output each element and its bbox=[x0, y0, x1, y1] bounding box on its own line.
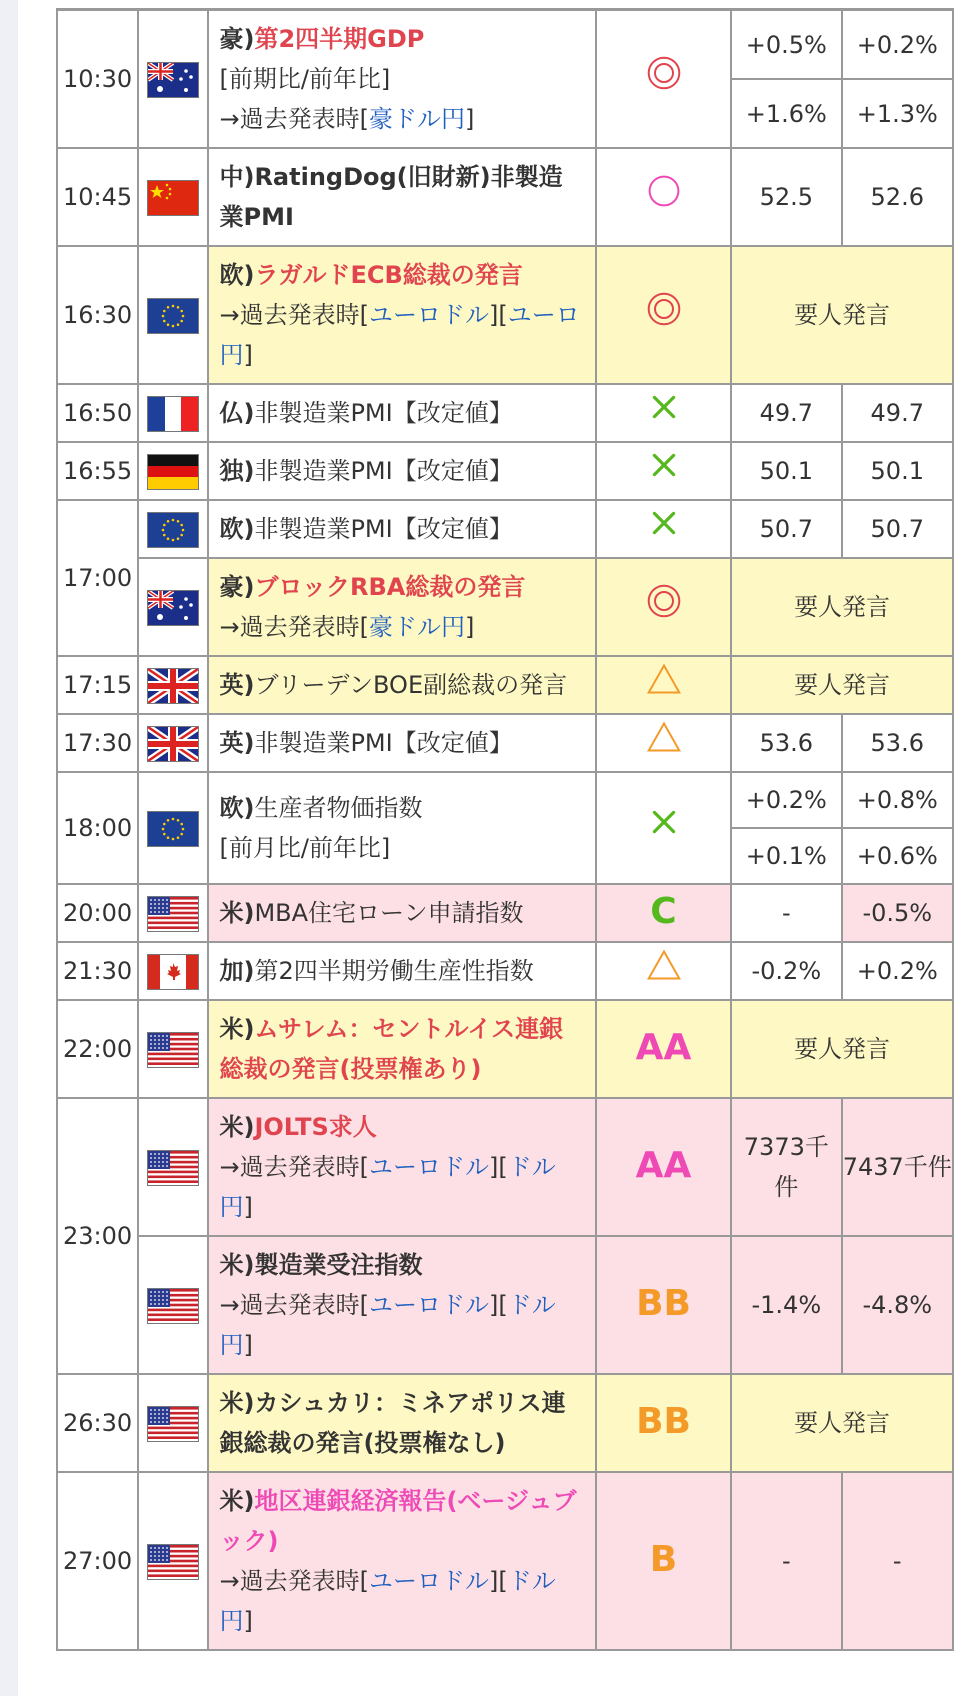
currency-pair-link[interactable]: ドル円 bbox=[219, 1153, 556, 1221]
previous-value: -0.5% bbox=[842, 884, 953, 942]
event-name-cell bbox=[208, 656, 595, 714]
event-name-cell bbox=[208, 558, 595, 656]
grade-aa-label: AA bbox=[635, 1026, 692, 1068]
event-row bbox=[57, 942, 953, 1000]
event-title: 非製造業PMI【改定値】 bbox=[254, 457, 513, 485]
country-flag-cell bbox=[138, 656, 208, 714]
flag-us-icon bbox=[147, 1544, 199, 1580]
event-time: 22:00 bbox=[57, 1000, 138, 1098]
calendar-page bbox=[18, 0, 964, 1696]
event-row bbox=[57, 884, 953, 942]
currency-pair-link[interactable]: ドル円 bbox=[219, 1567, 556, 1635]
previous-value: +0.8% bbox=[842, 772, 953, 828]
importance-cell bbox=[596, 1374, 731, 1472]
country-flag-cell bbox=[138, 500, 208, 558]
event-name-cell bbox=[208, 148, 595, 246]
flag-au-icon bbox=[147, 590, 199, 626]
country-code: 仏) bbox=[219, 399, 255, 427]
currency-pair-link[interactable]: 豪ドル円 bbox=[368, 613, 465, 641]
previous-value: 52.6 bbox=[842, 148, 953, 246]
event-name-cell bbox=[208, 1000, 595, 1098]
event-row bbox=[57, 714, 953, 772]
speech-label: 要人発言 bbox=[731, 246, 953, 384]
event-time: 16:55 bbox=[57, 442, 138, 500]
event-name-cell bbox=[208, 1472, 595, 1650]
grade-bb-label: BB bbox=[636, 1400, 691, 1442]
forecast-value: -0.2% bbox=[731, 942, 841, 1000]
currency-pair-link[interactable]: 豪ドル円 bbox=[368, 105, 465, 133]
grade-c-label: C bbox=[650, 890, 677, 932]
currency-pair-link[interactable]: ユーロドル bbox=[368, 1153, 489, 1181]
event-row bbox=[57, 246, 953, 384]
event-title: 製造業受注指数 bbox=[254, 1251, 423, 1279]
currency-pair-link[interactable]: ユーロ円 bbox=[219, 301, 580, 369]
flag-us-icon bbox=[147, 1406, 199, 1442]
previous-value: 50.7 bbox=[842, 500, 953, 558]
importance-cell bbox=[596, 148, 731, 246]
flag-eu-icon bbox=[147, 512, 199, 548]
triangle-importance-icon bbox=[646, 719, 682, 755]
country-flag-cell bbox=[138, 884, 208, 942]
previous-value: +0.2% bbox=[842, 942, 953, 1000]
importance-cell bbox=[596, 1098, 731, 1236]
event-row bbox=[57, 1236, 953, 1374]
flag-eu-icon bbox=[147, 811, 199, 847]
event-title: 非製造業PMI【改定値】 bbox=[254, 399, 513, 427]
previous-value: - bbox=[842, 1472, 953, 1650]
forecast-value: 53.6 bbox=[731, 714, 841, 772]
event-row bbox=[57, 384, 953, 442]
event-title: RatingDog(旧財新)非製造業PMI bbox=[219, 163, 563, 231]
country-code: 英) bbox=[219, 729, 255, 757]
country-code: 米) bbox=[219, 1389, 255, 1417]
country-flag-cell bbox=[138, 1236, 208, 1374]
grade-aa-label: AA bbox=[635, 1144, 692, 1186]
importance-cell bbox=[596, 1000, 731, 1098]
past-release-links: →過去発表時[ユーロドル][ユーロ円] bbox=[219, 301, 580, 369]
forecast-value: 50.1 bbox=[731, 442, 841, 500]
currency-pair-link[interactable]: ユーロドル bbox=[368, 301, 489, 329]
flag-cn-icon bbox=[147, 180, 199, 216]
importance-cell bbox=[596, 1472, 731, 1650]
speech-label: 要人発言 bbox=[731, 656, 953, 714]
event-time: 26:30 bbox=[57, 1374, 138, 1472]
event-title: JOLTS求人 bbox=[254, 1113, 377, 1141]
importance-cell bbox=[596, 714, 731, 772]
cross-importance-icon bbox=[648, 806, 680, 838]
circle-importance-icon bbox=[646, 173, 682, 209]
event-name-cell bbox=[208, 1374, 595, 1472]
forecast-value: +0.1% bbox=[731, 828, 841, 884]
country-code: 豪) bbox=[219, 573, 255, 601]
country-code: 欧) bbox=[219, 794, 255, 822]
event-row bbox=[57, 772, 953, 828]
flag-gb-icon bbox=[147, 726, 199, 762]
country-flag-cell bbox=[138, 246, 208, 384]
country-code: 欧) bbox=[219, 515, 255, 543]
double-circle-importance-icon bbox=[646, 291, 682, 327]
event-time: 23:00 bbox=[57, 1098, 138, 1374]
event-time: 20:00 bbox=[57, 884, 138, 942]
economic-calendar-table bbox=[56, 8, 954, 1651]
flag-us-icon bbox=[147, 1288, 199, 1324]
cross-importance-icon bbox=[648, 449, 680, 481]
flag-gb-icon bbox=[147, 668, 199, 704]
speech-label: 要人発言 bbox=[731, 1374, 953, 1472]
flag-us-icon bbox=[147, 896, 199, 932]
country-code: 米) bbox=[219, 1113, 255, 1141]
past-release-links: →過去発表時[ユーロドル][ドル円] bbox=[219, 1153, 556, 1221]
previous-value: -4.8% bbox=[842, 1236, 953, 1374]
previous-value: 50.1 bbox=[842, 442, 953, 500]
triangle-importance-icon bbox=[646, 947, 682, 983]
flag-us-icon bbox=[147, 1150, 199, 1186]
forecast-value: +1.6% bbox=[731, 79, 841, 148]
event-row bbox=[57, 1374, 953, 1472]
flag-de-icon bbox=[147, 454, 199, 490]
event-title: 地区連銀経済報告(ベージュブック) bbox=[219, 1487, 577, 1555]
event-name-cell bbox=[208, 246, 595, 384]
importance-cell bbox=[596, 656, 731, 714]
importance-cell bbox=[596, 884, 731, 942]
event-row bbox=[57, 656, 953, 714]
importance-cell bbox=[596, 10, 731, 149]
country-flag-cell bbox=[138, 384, 208, 442]
country-code: 中) bbox=[219, 163, 255, 191]
importance-cell bbox=[596, 772, 731, 884]
event-title: ラガルドECB総裁の発言 bbox=[254, 261, 523, 289]
event-row bbox=[57, 442, 953, 500]
country-code: 米) bbox=[219, 1015, 255, 1043]
country-flag-cell bbox=[138, 714, 208, 772]
flag-au-icon bbox=[147, 62, 199, 98]
event-time: 16:30 bbox=[57, 246, 138, 384]
event-name-cell bbox=[208, 772, 595, 884]
flag-ca-icon bbox=[147, 954, 199, 990]
event-name-cell bbox=[208, 884, 595, 942]
grade-b-label: B bbox=[649, 1538, 678, 1580]
event-title: 非製造業PMI【改定値】 bbox=[254, 729, 513, 757]
event-title: MBA住宅ローン申請指数 bbox=[254, 899, 524, 927]
double-circle-importance-icon bbox=[646, 55, 682, 91]
previous-value: +0.6% bbox=[842, 828, 953, 884]
event-time: 17:30 bbox=[57, 714, 138, 772]
country-flag-cell bbox=[138, 1374, 208, 1472]
country-flag-cell bbox=[138, 1000, 208, 1098]
event-name-cell bbox=[208, 1098, 595, 1236]
forecast-value: +0.2% bbox=[731, 772, 841, 828]
event-title: カシュカリ：ミネアポリス連銀総裁の発言(投票権なし) bbox=[219, 1389, 566, 1457]
event-time: 16:50 bbox=[57, 384, 138, 442]
country-code: 豪) bbox=[219, 25, 255, 53]
currency-pair-link[interactable]: ドル円 bbox=[219, 1291, 556, 1359]
forecast-value: 7373千件 bbox=[731, 1098, 841, 1236]
country-code: 米) bbox=[219, 1251, 255, 1279]
currency-pair-link[interactable]: ユーロドル bbox=[368, 1291, 489, 1319]
country-flag-cell bbox=[138, 148, 208, 246]
forecast-value: - bbox=[731, 884, 841, 942]
event-row bbox=[57, 10, 953, 80]
event-time: 18:00 bbox=[57, 772, 138, 884]
past-release-links: →過去発表時[豪ドル円] bbox=[219, 105, 475, 133]
past-release-links: →過去発表時[ユーロドル][ドル円] bbox=[219, 1567, 556, 1635]
event-row bbox=[57, 148, 953, 246]
country-code: 英) bbox=[219, 671, 255, 699]
importance-cell bbox=[596, 246, 731, 384]
speech-label: 要人発言 bbox=[731, 1000, 953, 1098]
event-row bbox=[57, 1098, 953, 1236]
event-name-cell bbox=[208, 500, 595, 558]
country-flag-cell bbox=[138, 558, 208, 656]
event-time: 27:00 bbox=[57, 1472, 138, 1650]
forecast-value: +0.5% bbox=[731, 10, 841, 80]
triangle-importance-icon bbox=[646, 661, 682, 697]
event-name-cell bbox=[208, 1236, 595, 1374]
event-title: 第2四半期GDP bbox=[254, 25, 425, 53]
previous-value: +1.3% bbox=[842, 79, 953, 148]
forecast-value: 50.7 bbox=[731, 500, 841, 558]
importance-cell bbox=[596, 558, 731, 656]
country-code: 米) bbox=[219, 1487, 255, 1515]
event-time: 10:45 bbox=[57, 148, 138, 246]
importance-cell bbox=[596, 500, 731, 558]
country-flag-cell bbox=[138, 1472, 208, 1650]
country-flag-cell bbox=[138, 10, 208, 149]
country-flag-cell bbox=[138, 442, 208, 500]
country-code: 加) bbox=[219, 957, 255, 985]
country-code: 欧) bbox=[219, 261, 255, 289]
event-row bbox=[57, 1472, 953, 1650]
event-time: 10:30 bbox=[57, 10, 138, 149]
event-row bbox=[57, 500, 953, 558]
country-code: 米) bbox=[219, 899, 255, 927]
event-time: 21:30 bbox=[57, 942, 138, 1000]
country-code: 独) bbox=[219, 457, 255, 485]
grade-bb-label: BB bbox=[636, 1282, 691, 1324]
event-name-cell bbox=[208, 442, 595, 500]
event-name-cell bbox=[208, 714, 595, 772]
event-time: 17:00 bbox=[57, 500, 138, 656]
previous-value: 7437千件 bbox=[842, 1098, 953, 1236]
event-name-cell bbox=[208, 942, 595, 1000]
event-title: 第2四半期労働生産性指数 bbox=[254, 957, 534, 985]
event-subtitle: [前期比/前年比] bbox=[219, 65, 391, 93]
event-time: 17:15 bbox=[57, 656, 138, 714]
previous-value: 49.7 bbox=[842, 384, 953, 442]
event-row bbox=[57, 1000, 953, 1098]
cross-importance-icon bbox=[648, 507, 680, 539]
event-name-cell bbox=[208, 384, 595, 442]
forecast-value: -1.4% bbox=[731, 1236, 841, 1374]
importance-cell bbox=[596, 384, 731, 442]
previous-value: +0.2% bbox=[842, 10, 953, 80]
cross-importance-icon bbox=[648, 391, 680, 423]
currency-pair-link[interactable]: ユーロドル bbox=[368, 1567, 489, 1595]
forecast-value: 52.5 bbox=[731, 148, 841, 246]
previous-value: 53.6 bbox=[842, 714, 953, 772]
past-release-links: →過去発表時[豪ドル円] bbox=[219, 613, 475, 641]
flag-us-icon bbox=[147, 1032, 199, 1068]
event-title: ブリーデンBOE副総裁の発言 bbox=[254, 671, 568, 699]
country-flag-cell bbox=[138, 772, 208, 884]
country-flag-cell bbox=[138, 1098, 208, 1236]
event-title: ブロックRBA総裁の発言 bbox=[254, 573, 526, 601]
speech-label: 要人発言 bbox=[731, 558, 953, 656]
event-title: 生産者物価指数 bbox=[254, 794, 423, 822]
event-name-cell bbox=[208, 10, 595, 149]
country-flag-cell bbox=[138, 942, 208, 1000]
importance-cell bbox=[596, 442, 731, 500]
flag-eu-icon bbox=[147, 298, 199, 334]
forecast-value: 49.7 bbox=[731, 384, 841, 442]
event-row bbox=[57, 558, 953, 656]
double-circle-importance-icon bbox=[646, 583, 682, 619]
importance-cell bbox=[596, 1236, 731, 1374]
event-subtitle: [前月比/前年比] bbox=[219, 834, 391, 862]
event-title: 非製造業PMI【改定値】 bbox=[254, 515, 513, 543]
past-release-links: →過去発表時[ユーロドル][ドル円] bbox=[219, 1291, 556, 1359]
forecast-value: - bbox=[731, 1472, 841, 1650]
event-title: ムサレム：セントルイス連銀総裁の発言(投票権あり) bbox=[219, 1015, 564, 1083]
flag-fr-icon bbox=[147, 396, 199, 432]
importance-cell bbox=[596, 942, 731, 1000]
